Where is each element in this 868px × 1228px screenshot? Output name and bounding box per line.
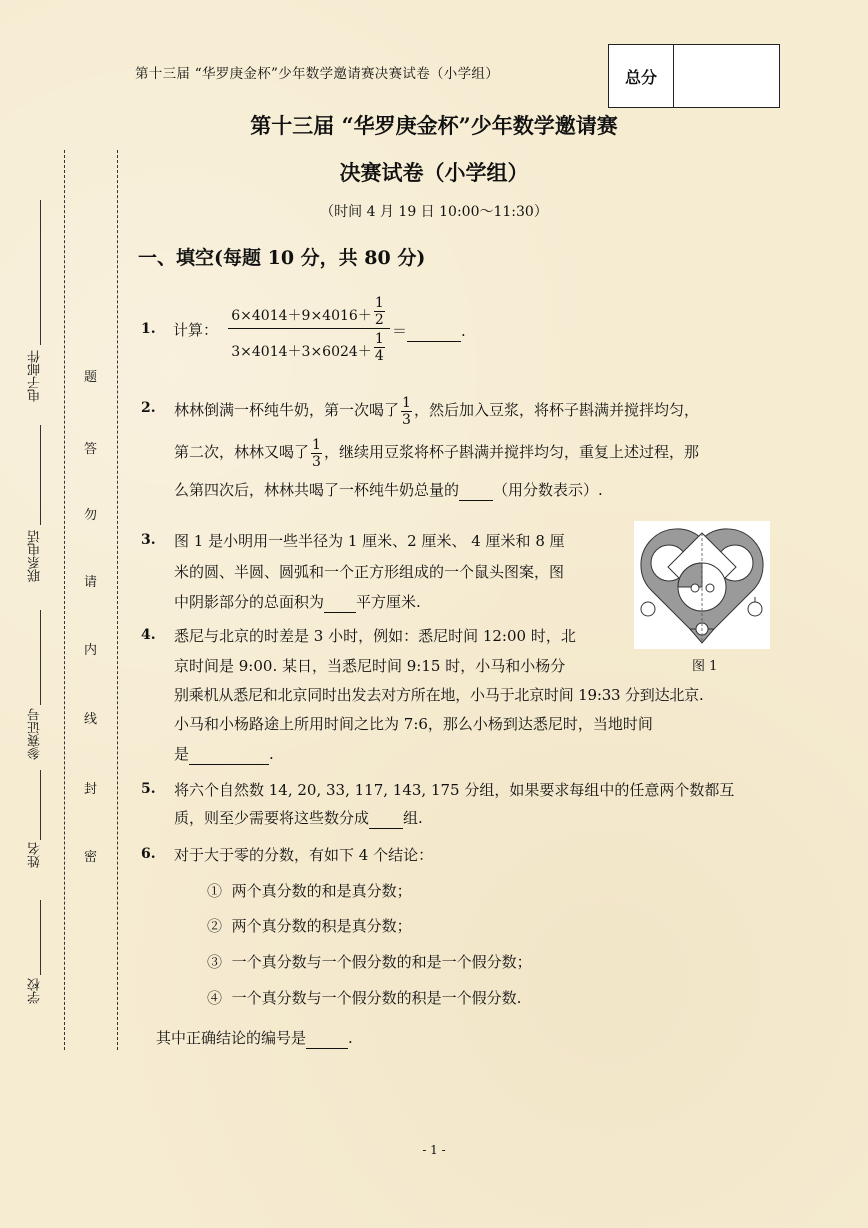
q4-line-5 bbox=[174, 744, 274, 765]
running-header: 第十三届 “华罗庚金杯”少年数学邀请赛决赛试卷（小学组） bbox=[135, 66, 499, 82]
q1-big-fraction bbox=[228, 290, 390, 367]
q1-half-d: 2 bbox=[374, 312, 384, 328]
binding-line-outer bbox=[64, 150, 65, 1050]
q1-denominator-quarter bbox=[374, 331, 385, 364]
field-entry-id-underline bbox=[40, 610, 41, 705]
q2-f1-d: 3 bbox=[402, 411, 411, 428]
q5-text-b: 组. bbox=[403, 809, 423, 827]
field-entry-id-label: 参赛证号 bbox=[28, 708, 43, 760]
q2-text-b: ，然后加入豆浆，将杯子斟满并搅拌均匀， bbox=[413, 401, 699, 419]
mouse-head-figure bbox=[634, 521, 770, 649]
q5-line-2 bbox=[174, 808, 423, 829]
field-phone-label: 联系电话 bbox=[28, 530, 43, 582]
q5-number: 5. bbox=[141, 781, 156, 797]
q3-line-1: 图 1 是小明用一些半径为 1 厘米、2 厘米、 4 厘米和 8 厘 bbox=[174, 532, 565, 550]
q6-item-4 bbox=[207, 988, 521, 1008]
q4-line-3: 别乘机从悉尼和北京同时出发去对方所在地，小马于北京时间 19:33 分到达北京. bbox=[174, 686, 704, 704]
q2-f2-d: 3 bbox=[312, 453, 321, 470]
q2-text-c: 第二次，林林又喝了 bbox=[174, 443, 310, 461]
q6-item-1-text: 两个真分数的和是真分数； bbox=[231, 882, 412, 900]
q6-answer-text: 其中正确结论的编号是 bbox=[156, 1029, 307, 1047]
seal-char-7: 封 bbox=[84, 782, 98, 797]
seal-char-6: 线 bbox=[84, 712, 98, 727]
total-score-label: 总分 bbox=[609, 45, 674, 107]
q2-text-e: 么第四次后，林林共喝了一杯纯牛奶总量的 bbox=[174, 481, 460, 499]
total-score-box bbox=[608, 44, 780, 108]
q1-numerator bbox=[228, 290, 390, 328]
q4-number: 4. bbox=[141, 627, 156, 643]
q3-text-b: 平方厘米. bbox=[356, 593, 421, 611]
q1-answer-blank[interactable] bbox=[407, 321, 461, 342]
q1-equals: ＝ bbox=[392, 322, 408, 340]
q1-answer bbox=[392, 321, 466, 342]
field-phone[interactable] bbox=[26, 425, 46, 595]
q4-answer-blank[interactable] bbox=[189, 744, 269, 765]
q6-item-2-text: 两个真分数的积是真分数； bbox=[231, 917, 412, 935]
q4-line-2: 京时间是 9:00. 某日，当悉尼时间 9:15 时，小马和小杨分 bbox=[174, 657, 566, 675]
q4-text-b: . bbox=[269, 745, 274, 763]
q2-text-f: （用分数表示）. bbox=[493, 481, 603, 499]
q6-item-3-mark: ③ bbox=[207, 953, 223, 971]
q2-f2-n: 1 bbox=[312, 436, 321, 453]
exam-title: 第十三届 “华罗庚金杯”少年数学邀请赛 bbox=[250, 113, 618, 138]
field-email[interactable] bbox=[26, 200, 46, 410]
section-heading: 一、填空(每题 10 分，共 80 分) bbox=[138, 247, 426, 269]
q4-text-a: 是 bbox=[174, 745, 190, 763]
q4-line-1: 悉尼与北京的时差是 3 小时，例如：悉尼时间 12:00 时，北 bbox=[174, 627, 576, 645]
q2-f1-n: 1 bbox=[402, 394, 411, 411]
q1-prefix: 计算： bbox=[173, 321, 219, 339]
figure-left-small-circle bbox=[641, 602, 655, 616]
seal-char-5: 内 bbox=[84, 643, 98, 658]
q6-item-2 bbox=[207, 916, 412, 936]
q6-answer-line bbox=[156, 1028, 353, 1049]
q6-item-4-text: 一个真分数与一个假分数的积是一个假分数. bbox=[231, 989, 522, 1007]
seal-char-2: 答 bbox=[84, 442, 98, 457]
q2-line-2 bbox=[174, 432, 699, 472]
seal-char-4: 请 bbox=[84, 575, 98, 590]
q1-half-n: 1 bbox=[374, 295, 384, 311]
field-school[interactable] bbox=[26, 900, 46, 1010]
q6-item-1-mark: ① bbox=[207, 882, 223, 900]
field-name-underline bbox=[40, 770, 41, 840]
figure-1 bbox=[634, 521, 770, 649]
q6-item-1 bbox=[207, 881, 412, 901]
q1-quarter-n: 1 bbox=[374, 331, 384, 347]
q2-answer-blank[interactable] bbox=[459, 480, 493, 501]
q6-intro: 对于大于零的分数，有如下 4 个结论： bbox=[174, 846, 434, 864]
page-number: - 1 - bbox=[422, 1143, 446, 1157]
q2-text-d: ，继续用豆浆将杯子斟满并搅拌均匀，重复上述过程，那 bbox=[323, 443, 699, 461]
q6-item-3 bbox=[207, 952, 532, 972]
figure-right-small-circle bbox=[748, 602, 762, 616]
field-entry-id[interactable] bbox=[26, 610, 46, 770]
q2-text-a: 林林倒满一杯纯牛奶，第一次喝了 bbox=[174, 401, 400, 419]
field-phone-underline bbox=[40, 425, 41, 525]
exam-subtitle: 决赛试卷（小学组） bbox=[339, 160, 529, 185]
q2-fraction-1 bbox=[401, 395, 412, 428]
seal-char-3: 勿 bbox=[84, 508, 98, 523]
q4-line-4: 小马和小杨路途上所用时间之比为 7:6，那么小杨到达悉尼时，当地时间 bbox=[174, 715, 653, 733]
total-score-field[interactable] bbox=[674, 45, 779, 107]
q6-item-3-text: 一个真分数与一个假分数的和是一个假分数； bbox=[231, 953, 532, 971]
field-name[interactable] bbox=[26, 770, 46, 880]
q6-number: 6. bbox=[141, 846, 156, 862]
field-email-label: 电子邮件 bbox=[28, 350, 43, 402]
binding-line-inner bbox=[117, 150, 118, 1050]
q1-denominator-expr: 3×4014＋3×6024＋ bbox=[231, 344, 372, 360]
q1-denominator bbox=[228, 329, 390, 367]
q6-answer-end: . bbox=[348, 1029, 353, 1047]
q1-numerator-expr: 6×4014＋9×4016＋ bbox=[231, 308, 372, 324]
q3-text-a: 中阴影部分的总面积为 bbox=[174, 593, 325, 611]
figure-left-nostril bbox=[691, 584, 699, 592]
q6-answer-blank[interactable] bbox=[306, 1028, 348, 1049]
q2-line-1 bbox=[174, 390, 699, 430]
field-name-label: 姓名 bbox=[28, 842, 43, 868]
figure-1-caption: 图 1 bbox=[692, 659, 718, 674]
q1-numerator-half bbox=[374, 295, 385, 328]
q2-fraction-2 bbox=[311, 437, 322, 470]
seal-char-8: 密 bbox=[84, 850, 98, 865]
q1-end: . bbox=[461, 322, 466, 340]
q3-line-2: 米的圆、半圆、圆弧和一个正方形组成的一个鼠头图案，图 bbox=[174, 563, 565, 581]
field-school-underline bbox=[40, 900, 41, 975]
q6-item-4-mark: ④ bbox=[207, 989, 223, 1007]
q5-line-1: 将六个自然数 14, 20, 33, 117, 143, 175 分组，如果要求每组中的任意两个数都互 bbox=[174, 781, 735, 799]
q5-answer-blank[interactable] bbox=[369, 808, 403, 829]
q3-line-3 bbox=[174, 592, 421, 613]
q2-line-3 bbox=[174, 480, 603, 501]
exam-time: （时间 4 月 19 日 10:00～11:30） bbox=[320, 204, 548, 220]
field-school-label: 学校 bbox=[28, 978, 43, 1004]
q3-number: 3. bbox=[141, 532, 156, 548]
q6-item-2-mark: ② bbox=[207, 917, 223, 935]
q5-text-a: 质，则至少需要将这些数分成 bbox=[174, 809, 370, 827]
q1-quarter-d: 4 bbox=[374, 348, 384, 364]
q1-number: 1. bbox=[141, 321, 156, 337]
q3-answer-blank[interactable] bbox=[324, 592, 356, 613]
q2-number: 2. bbox=[141, 400, 156, 416]
seal-char-1: 题 bbox=[84, 370, 98, 385]
field-email-underline bbox=[40, 200, 41, 345]
figure-right-nostril bbox=[706, 584, 714, 592]
